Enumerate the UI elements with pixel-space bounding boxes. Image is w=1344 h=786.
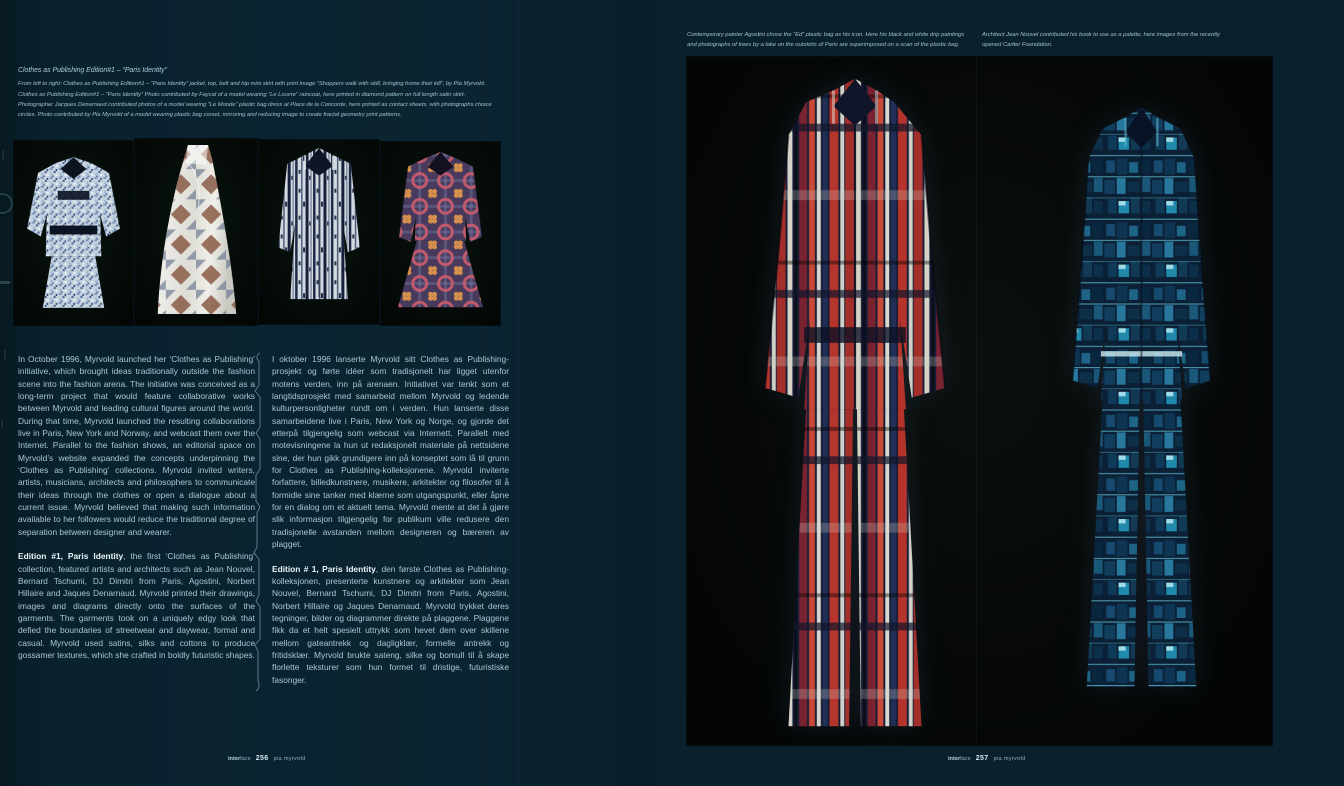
photo-agostini-suit bbox=[705, 65, 1005, 740]
spine-cropped-glyph-fragment bbox=[2, 150, 4, 160]
norwegian-paragraph-2-lead: Edition # 1, Paris Identity bbox=[272, 563, 376, 574]
photo-nouvel-suit bbox=[1009, 63, 1274, 733]
spine-cropped-glyph-fragment bbox=[1, 420, 3, 428]
right-caption-nouvel-line1: Architect Jean Nouvel contributed his book to use as a palette; here images from the recently bbox=[982, 32, 1220, 38]
norwegian-column bbox=[272, 353, 509, 686]
footer-author: pia myrvold bbox=[273, 756, 306, 762]
spine-cropped-glyph-fragment bbox=[4, 350, 6, 359]
caption-credit-2: Clothes as Publishing Edition#1 – “Paris Identity” Photo contributed by Faycal of a model wearing “Le Louvre” raincoat, here printed in diamond pattern on full length satin skirt. bbox=[18, 91, 466, 98]
norwegian-paragraph-1: I oktober 1996 lanserte Myrvold sitt Clothes as Publishing-prosjekt og førte idéer som tradisjonelt har ligget utenfor motens verden, inn på arenaen. Initiativet var tenkt som et langtidsprosjekt med samarbeid mellom Myrvold og ledende kulturpersonligheter rundt om i verden. Hun lanserte disse samarbeidene live i Paris, New York og Norge, og gjorde det etterpå tilgjengelig som webcast via Internett. Parallelt med motevisningene la hun ut redaksjonelt materiale på nettsidene sine, der hun gikk grundigere inn på konseptet som lå til grunn for Clothes as Publishing-kolleksjonene. Myrvold inviterte forfattere, billedkunstnere, musikere, arkitekter og filosofer til å formidle sine tanker med klærne som utgangspunkt, eller åpne for en dialog om et aktuelt tema. Myrvold mente at det å gjøre slik informasjon tilgjengelig for publikum ville redusere den tradisjonelle avstanden mellom designeren og bæreren av plagget. bbox=[272, 354, 509, 550]
garment-photo-striped-coat bbox=[259, 140, 379, 324]
right-caption-agostini-line1: Contemporary painter Agostini chose the “Ed” plastic bag as his icon. Here his black and white drip paintings bbox=[687, 32, 965, 38]
footer-brand-bold: inter bbox=[228, 756, 241, 762]
english-paragraph-2-rest: , the first ‘Clothes as Publishing’ collection, featured artists and architects such as Jean Nouvel, Bernard Tschumi, DJ Dimitri from Paris, Agostini, Norbert Hillaire and Jaques Denarnaud. Myrvold printed their drawings, images and diagrams directly onto the surfaces of the garments. The garments took on a uniquely edgy look that defied the boundaries of streetwear and daywear, formal and casual. Myrvold used satins, silks and cottons to produce gossamer textures, which she crafted in boldly futuristic shapes. bbox=[18, 551, 256, 660]
right-caption-nouvel bbox=[982, 30, 1220, 51]
footer-brand-light: face bbox=[960, 756, 971, 762]
footer-author: pia myrvold bbox=[993, 756, 1026, 762]
right-caption-nouvel-line2: opened Cartier Foundation. bbox=[982, 42, 1053, 49]
garment-photo-fractal-dress bbox=[381, 142, 500, 325]
column-divider-rule bbox=[250, 351, 268, 693]
garment-photo-satin-skirt bbox=[135, 139, 257, 325]
page-edge-line bbox=[518, 0, 519, 786]
caption-credit-1: From left to right: Clothes as Publishing Edition#1 – “Paris Identity” jacket, top, belt and hip mini skirt with print image “Shoppers walk with skill, bringing home their kill”, by Pia Myrvold. bbox=[18, 81, 486, 88]
right-caption-agostini-line2: and photographs of trees by a lake on the outskirts of Paris are superimposed on a scan of the plastic bag. bbox=[687, 42, 960, 49]
footer-brand-light: face bbox=[240, 756, 251, 762]
page-number: 257 bbox=[975, 755, 989, 762]
left-caption-block bbox=[18, 66, 502, 120]
english-column bbox=[18, 353, 255, 661]
garment-photo-jacket-skirt bbox=[14, 141, 133, 325]
spine-cropped-glyph-dash bbox=[0, 281, 10, 284]
suits-photograph bbox=[687, 57, 1272, 745]
caption-credit-3: Photographer Jacques Denarnaud contributed photos of a model wearing “Le Monde” plastic bag dress at Place de la Concorde, here printed as contact sheets, with photographs choice circles. Photo contributed by Pia Myrvold of a model wearing plastic bag corset, mirroring and reducing image to create fractal geometry print patterns. bbox=[18, 101, 492, 119]
english-paragraph-1: In October 1996, Myrvold launched her ‘Clothes as Publishing’ initiative, which brought ideas traditionally outside the fashion scene into the fashion arena. The initiative was conceived as a long-term project that would feature collaborative works between Myrvold and leading cultural figures around the world. During that time, Myrvold launched the resulting collaborations live in Paris, New York and Norway, and webcast them over the Internet. Parallel to the fashion shows, an editorial space on Myrvold’s website expanded the concepts underpinning the ‘Clothes as Publishing’ collections. Myrvold invited writers, artists, musicians, architects and philosophers to communicate their ideas through the clothes or open a dialogue about a current issue. Myrvold believed that making such information available to her followers would reduce the traditional degree of separation between designer and wearer. bbox=[18, 354, 255, 537]
footer-brand-bold: inter bbox=[948, 756, 961, 762]
caption-title: Clothes as Publishing Edition#1 – “Paris Identity” bbox=[18, 67, 167, 74]
right-caption-agostini bbox=[687, 30, 964, 51]
left-page-footer bbox=[228, 755, 306, 762]
norwegian-paragraph-2-rest: , den første Clothes as Publishing-kolleksjonen, presenterte kunstnere og arkitekter som Jean Nouvel, Bernard Tschumi, DJ Dimitri from Paris, Agostini, Norbert Hillaire og Jaques Denarnaud. Myrvold trykket deres tegninger, bilder og diagrammer direkte på plaggene. Plaggene fikk da et helt spesielt uttrykk som hevet dem over skillene mellom gateantrekk og dagligklær, formelle antrekk og fritidsklær. Myrvold brukte sateng, silke og bomull til å skape florlette teksturer som hun formet til dristige, futuristiske fasonger. bbox=[272, 563, 510, 685]
english-paragraph-2 bbox=[18, 550, 255, 661]
norwegian-paragraph-2 bbox=[272, 563, 509, 686]
english-paragraph-2-lead: Edition #1, Paris Identity bbox=[18, 551, 124, 562]
spine-cropped-glyph-o bbox=[0, 193, 13, 214]
right-page-footer bbox=[948, 755, 1026, 762]
page-number: 256 bbox=[255, 755, 269, 762]
